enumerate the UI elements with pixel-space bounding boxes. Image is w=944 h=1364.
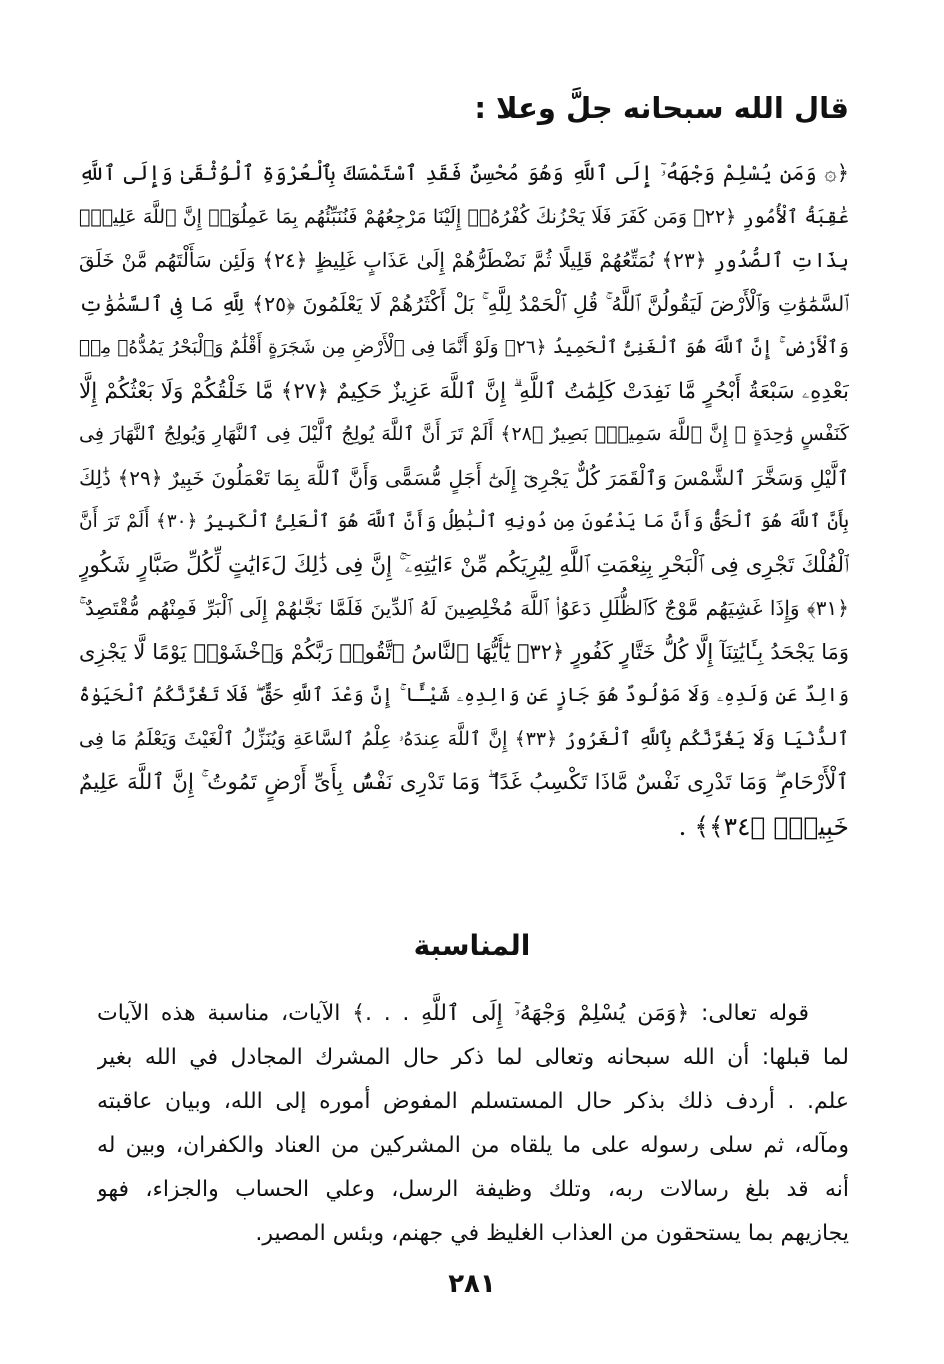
- page-heading: قال الله سبحانه جلَّ وعلا :: [474, 91, 849, 125]
- quran-line: ٱلدُّنْيَا وَلَا يَغُرَّنَّكُم بِٱللَّهِ ٱلْغَرُورُ ﴿٣٣﴾ إِنَّ ٱللَّهَ عِندَهُۥ عِلْمُ ٱلسَّاعَةِ وَيُنَزِّلُ ٱلْغَيْثَ وَيَعْلَمُ مَا فِى: [79, 727, 849, 750]
- commentary-line: علم. . أردف ذلك بذكر حال المستسلم المفوض أموره إلى الله، وبيان عاقبته: [97, 1089, 849, 1114]
- quran-line: وَٱلْأَرْضِ ۚ إِنَّ ٱللَّهَ هُوَ ٱلْغَنِىُّ ٱلْحَمِيدُ ﴿٢٦﴾ وَلَوْ أَنَّمَا فِى ٱلْأَرْضِ مِن شَجَرَةٍ أَقْلَٰمٌ وَٱلْبَحْرُ يَمُدُّهُۥ مِنۢ: [79, 337, 849, 358]
- commentary-line: يجازيهم بما يستحقون من العذاب الغليظ في جهنم، وبئس المصير.: [255, 1221, 849, 1246]
- commentary-line: قوله تعالى: ﴿وَمَن يُسْلِمْ وَجْهَهُۥٓ إِلَى ٱللَّهِ . . .﴾ الآيات، مناسبة هذه الآيات: [97, 1001, 809, 1026]
- quran-line: ٱلسَّمَٰوَٰتِ وَٱلْأَرْضَ لَيَقُولُنَّ ٱللَّهُ ۚ قُلِ ٱلْحَمْدُ لِلَّهِ ۚ بَلْ أَكْثَرُهُمْ لَا يَعْلَمُونَ ﴿٢٥﴾ لِلَّهِ مَا فِى ٱلسَّمَٰوَٰتِ: [79, 291, 849, 316]
- page-number: ٢٨١: [448, 1269, 496, 1299]
- commentary-line: أنه قد بلغ رسالات ربه، وتلك وظيفة الرسل، وعلي الحساب والجزاء، فهو: [97, 1177, 849, 1202]
- quran-line: كَنَفْسٍ وَٰحِدَةٍ ۗ إِنَّ ٱللَّهَ سَمِيعٌۢ بَصِيرٌ ﴿٢٨﴾ أَلَمْ تَرَ أَنَّ ٱللَّهَ يُولِجُ ٱلَّيْلَ فِى ٱلنَّهَارِ وَيُولِجُ ٱلنَّهَارَ فِى: [79, 423, 849, 445]
- quran-passage: [79, 152, 849, 848]
- commentary-line: لما قبلها: أن الله سبحانه وتعالى لما ذكر حال المشرك المجادل في الله بغير: [97, 1045, 849, 1070]
- quran-line: ٱلْأَرْحَامِ ۖ وَمَا تَدْرِى نَفْسٌ مَّاذَا تَكْسِبُ غَدًا ۖ وَمَا تَدْرِى نَفْسٌۢ بِأَىِّ أَرْضٍ تَمُوتُ ۚ إِنَّ ٱللَّهَ عَلِيمٌ: [79, 770, 849, 795]
- quran-line: بِأَنَّ ٱللَّهَ هُوَ ٱلْحَقُّ وَأَنَّ مَا يَدْعُونَ مِن دُونِهِ ٱلْبَٰطِلُ وَأَنَّ ٱللَّهَ هُوَ ٱلْعَلِىُّ ٱلْكَبِيرُ ﴿٣٠﴾ أَلَمْ تَرَ أَنَّ: [79, 511, 849, 532]
- section-title: المناسبة: [413, 929, 531, 962]
- quran-line: عَٰقِبَةُ ٱلْأُمُورِ ﴿٢٢﴾ وَمَن كَفَرَ فَلَا يَحْزُنكَ كُفْرُهُۥٓ إِلَيْنَا مَرْجِعُهُمْ فَنُنَبِّئُهُم بِمَا عَمِلُوٓا۟ إِنَّ ٱللَّهَ عَلِيمٌۢ: [79, 205, 849, 228]
- quran-line: ﴿۞ وَمَن يُسْلِمْ وَجْهَهُۥٓ إِلَى ٱللَّهِ وَهُوَ مُحْسِنٌ فَقَدِ ٱسْتَمْسَكَ بِٱلْعُرْوَةِ ٱلْوُثْقَىٰ وَإِلَى ٱللَّهِ: [79, 161, 849, 185]
- commentary-line: ومآله، ثم سلى رسوله على ما يلقاه من المشركين من العناد والكفران، وبين له: [97, 1133, 849, 1158]
- quran-line: ٱلَّيْلِ وَسَخَّرَ ٱلشَّمْسَ وَٱلْقَمَرَ كُلٌّ يَجْرِىٓ إِلَىٰٓ أَجَلٍ مُّسَمًّى وَأَنَّ ٱللَّهَ بِمَا تَعْمَلُونَ خَبِيرٌ ﴿٢٩﴾ ذَٰلِكَ: [79, 465, 849, 490]
- quran-line: خَبِيرٌۢ ﴿٣٤﴾﴾ .: [678, 811, 849, 841]
- quran-line: ٱلْفُلْكَ تَجْرِى فِى ٱلْبَحْرِ بِنِعْمَتِ ٱللَّهِ لِيُرِيَكُم مِّنْ ءَايَٰتِهِۦٓ ۚ إِنَّ فِى ذَٰلِكَ لَءَايَٰتٍ لِّكُلِّ صَبَّارٍ شَكُورٍ: [79, 552, 849, 578]
- commentary-paragraph: [97, 992, 849, 1256]
- quran-line: بِذَاتِ ٱلصُّدُورِ ﴿٢٣﴾ نُمَتِّعُهُمْ قَلِيلًا ثُمَّ نَضْطَرُّهُمْ إِلَىٰ عَذَابٍ غَلِيظٍ ﴿٢٤﴾ وَلَئِن سَأَلْتَهُم مَّنْ خَلَقَ: [79, 248, 849, 272]
- quran-line: وَالِدٌ عَن وَلَدِهِۦ وَلَا مَوْلُودٌ هُوَ جَازٍ عَن وَالِدِهِۦ شَيْـًٔا ۚ إِنَّ وَعْدَ ٱللَّهِ حَقٌّ ۖ فَلَا تَغُرَّنَّكُمُ ٱلْحَيَوٰةُ: [79, 684, 849, 706]
- quran-line: ﴿٣١﴾ وَإِذَا غَشِيَهُم مَّوْجٌ كَٱلظُّلَلِ دَعَوُا۟ ٱللَّهَ مُخْلِصِينَ لَهُ ٱلدِّينَ فَلَمَّا نَجَّىٰهُمْ إِلَى ٱلْبَرِّ فَمِنْهُم مُّقْتَصِدٌ ۚ: [79, 596, 849, 620]
- quran-line: بَعْدِهِۦ سَبْعَةُ أَبْحُرٍ مَّا نَفِدَتْ كَلِمَٰتُ ٱللَّهِ ۗ إِنَّ ٱللَّهَ عَزِيزٌ حَكِيمٌ ﴿٢٧﴾ مَّا خَلْقُكُمْ وَلَا بَعْثُكُمْ إِلَّا: [79, 378, 849, 404]
- quran-line: وَمَا يَجْحَدُ بِـَٔايَٰتِنَآ إِلَّا كُلُّ خَتَّارٍ كَفُورٍ ﴿٣٢﴾ يَٰٓأَيُّهَا ٱلنَّاسُ ٱتَّقُوا۟ رَبَّكُمْ وَٱخْشَوْا۟ يَوْمًا لَّا يَجْزِى: [79, 639, 849, 664]
